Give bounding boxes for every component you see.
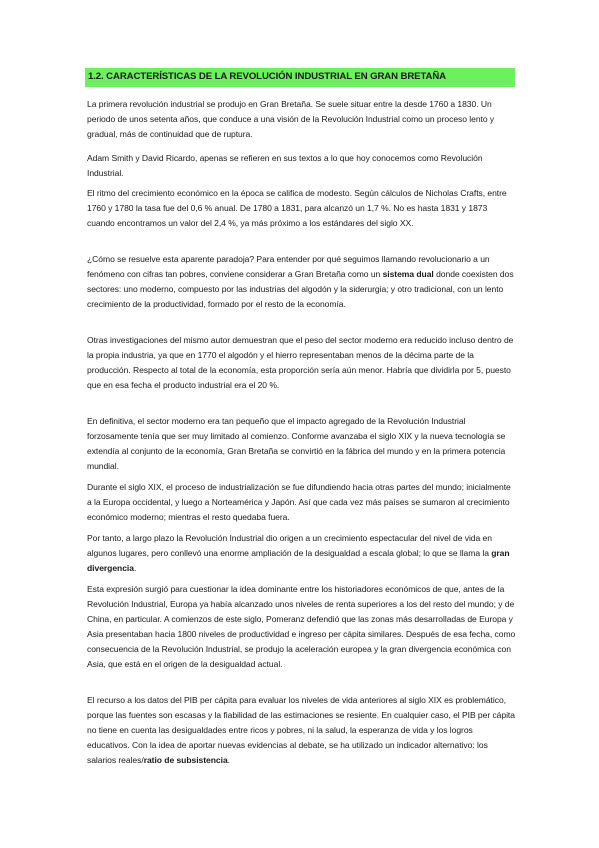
paragraph-7: Durante el siglo XIX, el proceso de industrialización se fue difundiendo hacia otras partes del mundo; inicialmente a la Europa occidental, y luego a Norteamérica y Japón. Así que cada vez más países se sumaron al crecimiento económico moderno; mientras el resto quedaba fuera. xyxy=(87,482,511,522)
paragraph-10-text-start: El recurso a los datos del PIB per cápita para evaluar los niveles de vida anteriores al siglo XIX es problemático, porque las fuentes son escasas y la fiabilidad de las estimaciones se resiente. En cualquier caso, el PIB per cápita no tiene en cuenta las desigualdades entre ricos y pobres, ni la salud, la esperanza de vida y los logros educativos. Con la idea de aportar nuevas evidencias al debate, se ha utilizado un indicador alternativo: los salarios reales/ xyxy=(87,695,515,765)
paragraph-4-text-start: ¿Cómo se resuelve esta aparente paradoja? Para entender por qué seguimos llamando revolucionario a un fenómeno con cifras tan pobres, conviene considerar a Gran Bretaña como un xyxy=(87,254,490,279)
term-sistema-dual: sistema dual xyxy=(382,269,434,279)
paragraph-10-text-end: . xyxy=(227,755,230,765)
paragraph-1: La primera revolución industrial se produjo en Gran Bretaña. Se suele situar entre la desde 1760 a 1830. Un periodo de unos setenta años, que conduce a una visión de la Revolución Industrial como un proceso lento y gradual, más de continuidad que de ruptura. xyxy=(87,99,495,139)
paragraph-2: Adam Smith y David Ricardo, apenas se refieren en sus textos a lo que hoy conocemos como Revolución Industrial. xyxy=(87,153,483,178)
paragraph-8-text-start: Por tanto, a largo plazo la Revolución Industrial dio origen a un crecimiento espectacular del nivel de vida en algunos lugares, pero conllevó una enorme ampliación de la desigualdad a escala global; lo que se llama la xyxy=(87,533,492,558)
term-gran-divergencia: gran divergencia xyxy=(87,548,510,573)
term-ratio-de-subsistencia: ratio de subsistencia xyxy=(143,755,228,765)
section-heading: 1.2. CARACTERÍSTICAS DE LA REVOLUCIÓN INDUSTRIAL EN GRAN BRETAÑA xyxy=(85,68,515,87)
paragraph-8-text-end: . xyxy=(133,563,137,573)
document-body xyxy=(87,97,517,765)
paragraph-9: Esta expresión surgió para cuestionar la idea dominante entre los historiadores económicos de que, antes de la Revolución Industrial, Europa ya había alcanzado unos niveles de renta superiores a los del resto del mundo; y de China, en particular. A comienzos de este siglo, Pomeranz defendió que las zonas más desarrolladas de Europa y Asia presentaban hacia 1800 niveles de productividad e ingreso per cápita similares. Después de esa fecha, como consecuencia de la Revolución Industrial, se produjo la aceleración europea y la gran divergencia económica con Asia, que está en el origen de la desigualdad actual. xyxy=(87,584,516,669)
paragraph-5: Otras investigaciones del mismo autor demuestran que el peso del sector moderno era reducido incluso dentro de la propia industria, ya que en 1770 el algodón y el hierro representaban menos de la décima parte de la producción. Respecto al total de la economía, esta proporción sería aún menor. Habría que dividirla por 5, puesto que en esa fecha el producto industrial era el 20 %. xyxy=(87,335,514,390)
paragraph-10 xyxy=(87,693,517,768)
paragraph-4 xyxy=(87,252,517,312)
paragraph-6: En definitiva, el sector moderno era tan pequeño que el impacto agregado de la Revolución Industrial forzosamente tenía que ser muy limitado al comienzo. Conforme avanzaba el siglo XIX y la nueva tecnología se extendía al conjunto de la economía, Gran Bretaña se convirtió en la fábrica del mundo y en la primera potencia mundial. xyxy=(87,416,506,471)
paragraph-8 xyxy=(87,531,517,576)
paragraph-4-text-end: donde coexisten dos sectores: uno moderno, compuesto por las industrias del algodón y la siderurgia; y otro tradicional, con un lento crecimiento de la productividad, formado por el resto de la economía. xyxy=(87,269,514,309)
paragraph-3: El ritmo del crecimiento económico en la época se califica de modesto. Según cálculos de Nicholas Crafts, entre 1760 y 1780 la tasa fue del 0,6 % anual. De 1780 a 1831, para alcanzó un 1,7 %. No es hasta 1831 y 1873 cuando encontramos un valor del 2,4 %, ya más próximo a los estándares del siglo XX. xyxy=(87,188,507,228)
